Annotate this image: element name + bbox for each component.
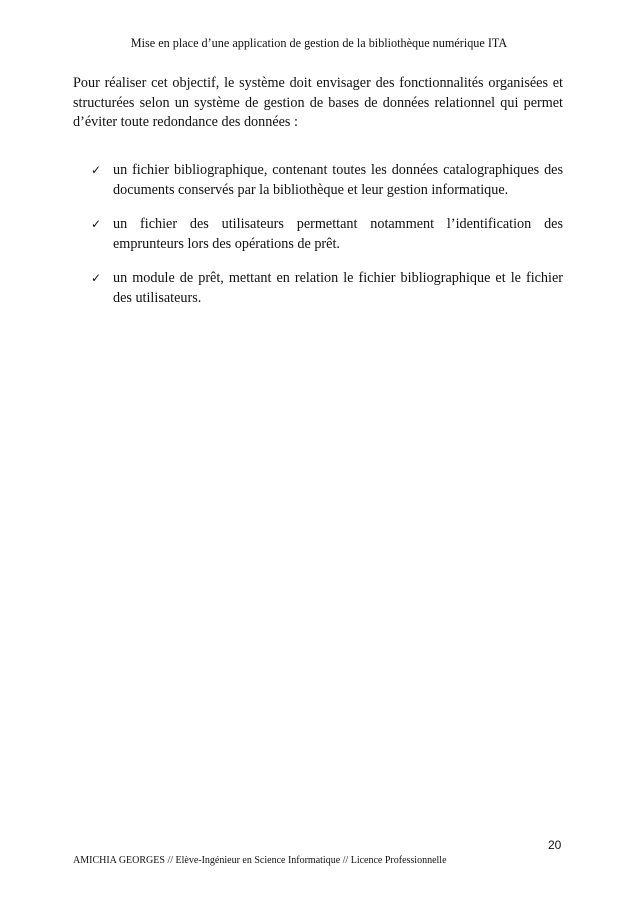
bullet-list [91,161,563,323]
bullet-text: un fichier des utilisateurs permettant notamment l’identification des emprunteurs lors des opérations de prêt. [113,216,563,252]
bullet-text: un fichier bibliographique, contenant toutes les données catalographiques des documents conservés par la bibliothèque et leur gestion informatique. [113,162,563,198]
bullet-text: un module de prêt, mettant en relation le fichier bibliographique et le fichier des utilisateurs. [113,270,563,306]
footer-divider [73,853,563,854]
page-header: Mise en place d’une application de gestion de la bibliothèque numérique ITA [130,36,508,50]
check-icon: ✓ [91,271,102,285]
list-item [91,269,563,308]
page-number: 20 [548,838,562,852]
intro-paragraph: Pour réaliser cet objectif, le système doit envisager des fonctionnalités organisées et structurées selon un système de gestion de bases de données relationnel qui permet d’éviter toute redondance des données : [73,75,563,130]
check-icon: ✓ [91,163,102,177]
list-item [91,215,563,254]
check-icon: ✓ [91,217,102,231]
page-footer: AMICHIA GEORGES // Elève-Ingénieur en Science Informatique // Licence Professionnelle [73,855,447,866]
list-item [91,161,563,200]
